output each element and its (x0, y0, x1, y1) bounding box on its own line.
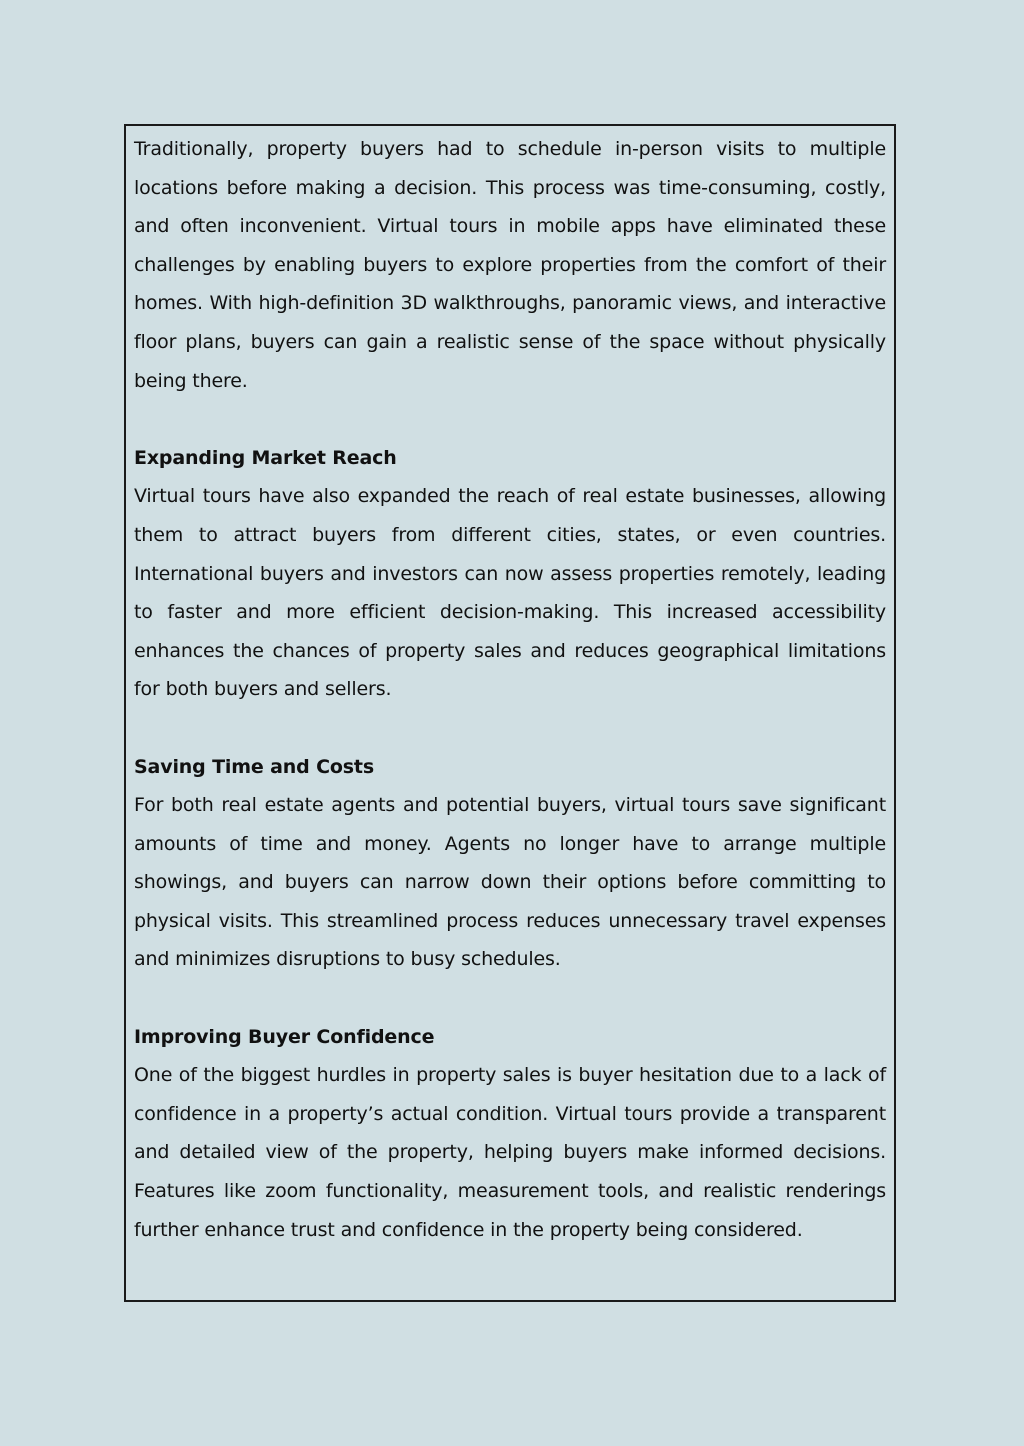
section-body-time-costs: For both real estate agents and potential buyers, virtual tours save significant amounts of time and money. Agents no longer have to arrange multiple showings, and buyers can narrow down their options before committing to physical visits. This streamlined process reduces unnecessary travel expenses and minimizes disruptions to busy schedules. (134, 794, 886, 971)
section-heading-time-costs: Saving Time and Costs (134, 755, 375, 778)
section-heading-market-reach: Expanding Market Reach (134, 446, 397, 469)
spacer (134, 400, 886, 439)
spacer (134, 979, 886, 1018)
section-heading-buyer-confidence: Improving Buyer Confidence (134, 1025, 435, 1048)
section-body-market-reach: Virtual tours have also expanded the reach of real estate businesses, allowing them to attract buyers from different cities, states, or even countries. International buyers and investors can now assess properties remotely, leading to faster and more efficient decision-making. This increased accessibility enhances the chances of property sales and reduces geographical limitations for both buyers and sellers. (134, 485, 886, 701)
section-body-buyer-confidence: One of the biggest hurdles in property sales is buyer hesitation due to a lack of confidence in a property’s actual condition. Virtual tours provide a transparent and detailed view of the property, helping buyers make informed decisions. Features like zoom functionality, measurement tools, and realistic renderings further enhance trust and confidence in the property being considered. (134, 1064, 886, 1241)
spacer (134, 709, 886, 748)
intro-paragraph: Traditionally, property buyers had to schedule in-person visits to multiple locations before making a decision. This process was time-consuming, costly, and often inconvenient. Virtual tours in mobile apps have eliminated these challenges by enabling buyers to explore properties from the comfort of their homes. With high-definition 3D walkthroughs, panoramic views, and interactive floor plans, buyers can gain a realistic sense of the space without physically being there. (134, 138, 886, 392)
content-frame (124, 124, 896, 1302)
